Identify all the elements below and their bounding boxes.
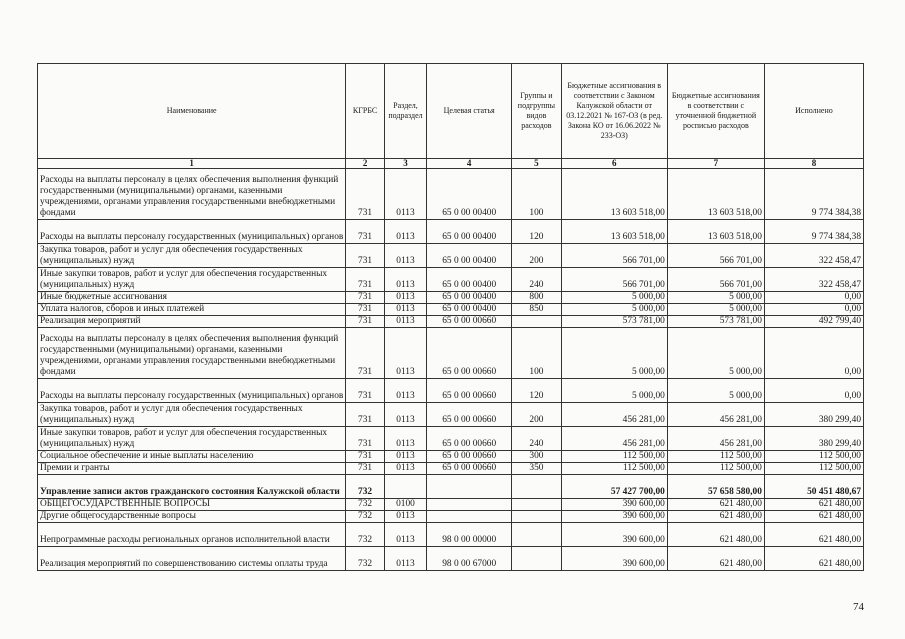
row-kgrbs: 731 [346, 169, 384, 220]
row-group: 120 [512, 379, 562, 403]
row-target: 65 0 00 00660 [427, 451, 512, 463]
header-done: Исполнено [764, 64, 863, 159]
row-kgrbs: 731 [346, 379, 384, 403]
row-target: 65 0 00 00400 [427, 244, 512, 268]
row-law-amount: 573 781,00 [561, 316, 667, 328]
row-name: Непрограммные расходы региональных органов исполнительной власти [38, 523, 346, 547]
table-row [38, 547, 864, 571]
table-header-row [38, 64, 864, 159]
row-law-amount: 390 600,00 [561, 511, 667, 523]
header-target: Целевая статья [427, 64, 512, 159]
row-section: 0113 [384, 328, 426, 379]
row-refined-amount: 13 603 518,00 [667, 169, 764, 220]
table-row [38, 328, 864, 379]
row-section: 0113 [384, 523, 426, 547]
table-body [38, 169, 864, 571]
row-group: 120 [512, 220, 562, 244]
table-row [38, 169, 864, 220]
row-name: Закупка товаров, работ и услуг для обеспечения государственных (муниципальных) нужд [38, 244, 346, 268]
row-refined-amount: 621 480,00 [667, 511, 764, 523]
row-law-amount: 390 600,00 [561, 523, 667, 547]
page-number: 74 [853, 601, 864, 613]
table-row [38, 475, 864, 499]
row-refined-amount: 456 281,00 [667, 427, 764, 451]
row-law-amount: 5 000,00 [561, 304, 667, 316]
row-target [427, 511, 512, 523]
row-name: Расходы на выплаты персоналу в целях обеспечения выполнения функций государственными (муниципальными) органами, казенными учреждениями, органами управления государственными внебюджетными фондами [38, 169, 346, 220]
row-done-amount: 380 299,40 [764, 403, 863, 427]
row-kgrbs: 731 [346, 451, 384, 463]
row-group: 200 [512, 244, 562, 268]
row-refined-amount: 13 603 518,00 [667, 220, 764, 244]
row-kgrbs: 731 [346, 304, 384, 316]
row-target: 65 0 00 00660 [427, 403, 512, 427]
column-number: 7 [667, 159, 764, 169]
row-target [427, 475, 512, 499]
row-done-amount: 0,00 [764, 304, 863, 316]
row-refined-amount: 112 500,00 [667, 451, 764, 463]
row-section: 0113 [384, 463, 426, 475]
row-group: 850 [512, 304, 562, 316]
column-number: 5 [512, 159, 562, 169]
row-group: 800 [512, 292, 562, 304]
row-section: 0113 [384, 268, 426, 292]
row-group: 200 [512, 403, 562, 427]
row-section: 0113 [384, 427, 426, 451]
table-row [38, 268, 864, 292]
row-done-amount: 621 480,00 [764, 499, 863, 511]
row-section: 0113 [384, 511, 426, 523]
row-section: 0113 [384, 292, 426, 304]
row-name: Иные бюджетные ассигнования [38, 292, 346, 304]
row-refined-amount: 456 281,00 [667, 403, 764, 427]
row-law-amount: 390 600,00 [561, 499, 667, 511]
row-name: Уплата налогов, сборов и иных платежей [38, 304, 346, 316]
row-section: 0113 [384, 244, 426, 268]
row-name: Закупка товаров, работ и услуг для обеспечения государственных (муниципальных) нужд [38, 403, 346, 427]
row-kgrbs: 731 [346, 463, 384, 475]
header-name: Наименование [38, 64, 346, 159]
row-target: 65 0 00 00400 [427, 268, 512, 292]
table-row [38, 427, 864, 451]
table-row [38, 244, 864, 268]
row-name: Другие общегосударственные вопросы [38, 511, 346, 523]
row-law-amount: 13 603 518,00 [561, 169, 667, 220]
row-kgrbs: 731 [346, 328, 384, 379]
row-done-amount: 0,00 [764, 328, 863, 379]
row-refined-amount: 5 000,00 [667, 328, 764, 379]
row-target: 65 0 00 00660 [427, 316, 512, 328]
row-refined-amount: 5 000,00 [667, 304, 764, 316]
budget-table [37, 63, 864, 571]
row-done-amount: 0,00 [764, 379, 863, 403]
row-law-amount: 456 281,00 [561, 403, 667, 427]
row-refined-amount: 566 701,00 [667, 244, 764, 268]
row-done-amount: 322 458,47 [764, 244, 863, 268]
column-number: 1 [38, 159, 346, 169]
row-done-amount: 9 774 384,38 [764, 169, 863, 220]
row-name: Расходы на выплаты персоналу в целях обеспечения выполнения функций государственными (муниципальными) органами, казенными учреждениями, органами управления государственными внебюджетными фондами [38, 328, 346, 379]
row-refined-amount: 573 781,00 [667, 316, 764, 328]
row-target: 98 0 00 00000 [427, 523, 512, 547]
row-kgrbs: 731 [346, 316, 384, 328]
row-section: 0100 [384, 499, 426, 511]
row-target: 65 0 00 00400 [427, 304, 512, 316]
row-section: 0113 [384, 220, 426, 244]
row-law-amount: 566 701,00 [561, 244, 667, 268]
row-refined-amount: 5 000,00 [667, 379, 764, 403]
row-refined-amount: 112 500,00 [667, 463, 764, 475]
table-row [38, 403, 864, 427]
row-law-amount: 112 500,00 [561, 451, 667, 463]
column-number: 3 [384, 159, 426, 169]
row-law-amount: 5 000,00 [561, 379, 667, 403]
row-kgrbs: 732 [346, 523, 384, 547]
row-target: 65 0 00 00660 [427, 427, 512, 451]
column-number: 2 [346, 159, 384, 169]
header-groups: Группы и подгруппы видов расходов [512, 64, 562, 159]
row-group: 240 [512, 427, 562, 451]
row-target: 65 0 00 00660 [427, 463, 512, 475]
row-law-amount: 57 427 700,00 [561, 475, 667, 499]
row-law-amount: 456 281,00 [561, 427, 667, 451]
row-target: 65 0 00 00400 [427, 292, 512, 304]
row-done-amount: 112 500,00 [764, 463, 863, 475]
row-group [512, 511, 562, 523]
table-row [38, 511, 864, 523]
row-group: 240 [512, 268, 562, 292]
row-done-amount: 492 799,40 [764, 316, 863, 328]
column-number: 6 [561, 159, 667, 169]
row-kgrbs: 731 [346, 403, 384, 427]
table-row [38, 499, 864, 511]
row-law-amount: 5 000,00 [561, 328, 667, 379]
row-law-amount: 566 701,00 [561, 268, 667, 292]
row-refined-amount: 57 658 580,00 [667, 475, 764, 499]
row-name: ОБЩЕГОСУДАРСТВЕННЫЕ ВОПРОСЫ [38, 499, 346, 511]
row-done-amount: 50 451 480,67 [764, 475, 863, 499]
table-row [38, 304, 864, 316]
row-refined-amount: 621 480,00 [667, 499, 764, 511]
row-target: 65 0 00 00660 [427, 379, 512, 403]
row-done-amount: 0,00 [764, 292, 863, 304]
row-name: Премии и гранты [38, 463, 346, 475]
row-law-amount: 112 500,00 [561, 463, 667, 475]
row-target [427, 499, 512, 511]
row-section: 0113 [384, 403, 426, 427]
row-section: 0113 [384, 547, 426, 571]
row-done-amount: 322 458,47 [764, 268, 863, 292]
row-refined-amount: 5 000,00 [667, 292, 764, 304]
row-kgrbs: 731 [346, 268, 384, 292]
row-done-amount: 380 299,40 [764, 427, 863, 451]
row-name: Реализация мероприятий по совершенствованию системы оплаты труда [38, 547, 346, 571]
row-target: 65 0 00 00660 [427, 328, 512, 379]
row-done-amount: 621 480,00 [764, 523, 863, 547]
row-done-amount: 621 480,00 [764, 547, 863, 571]
header-kgrbs: КГРБС [346, 64, 384, 159]
row-name: Иные закупки товаров, работ и услуг для обеспечения государственных (муниципальных) нужд [38, 268, 346, 292]
row-kgrbs: 732 [346, 499, 384, 511]
row-group: 300 [512, 451, 562, 463]
row-group: 100 [512, 328, 562, 379]
row-group: 100 [512, 169, 562, 220]
row-kgrbs: 731 [346, 427, 384, 451]
row-target: 98 0 00 67000 [427, 547, 512, 571]
table-row [38, 523, 864, 547]
table-row [38, 463, 864, 475]
row-section: 0113 [384, 304, 426, 316]
row-section: 0113 [384, 451, 426, 463]
row-law-amount: 5 000,00 [561, 292, 667, 304]
row-section: 0113 [384, 316, 426, 328]
row-section [384, 475, 426, 499]
row-refined-amount: 621 480,00 [667, 547, 764, 571]
row-name: Реализация мероприятий [38, 316, 346, 328]
row-name: Расходы на выплаты персоналу государственных (муниципальных) органов [38, 379, 346, 403]
row-law-amount: 390 600,00 [561, 547, 667, 571]
row-group [512, 499, 562, 511]
row-section: 0113 [384, 379, 426, 403]
row-name: Расходы на выплаты персоналу государственных (муниципальных) органов [38, 220, 346, 244]
row-done-amount: 9 774 384,38 [764, 220, 863, 244]
row-kgrbs: 731 [346, 292, 384, 304]
row-target: 65 0 00 00400 [427, 169, 512, 220]
header-section: Раздел, подраздел [384, 64, 426, 159]
row-refined-amount: 566 701,00 [667, 268, 764, 292]
column-number: 4 [427, 159, 512, 169]
row-kgrbs: 732 [346, 511, 384, 523]
row-name: Иные закупки товаров, работ и услуг для обеспечения государственных (муниципальных) нужд [38, 427, 346, 451]
row-name: Управление записи актов гражданского состояния Калужской области [38, 475, 346, 499]
row-done-amount: 112 500,00 [764, 451, 863, 463]
row-kgrbs: 732 [346, 475, 384, 499]
row-section: 0113 [384, 169, 426, 220]
table-row [38, 379, 864, 403]
row-kgrbs: 732 [346, 547, 384, 571]
header-refined: Бюджетные ассигнования в соответствии с уточненной бюджетной росписью расходов [667, 64, 764, 159]
row-done-amount: 621 480,00 [764, 511, 863, 523]
column-number: 8 [764, 159, 863, 169]
row-group [512, 316, 562, 328]
table-row [38, 292, 864, 304]
row-kgrbs: 731 [346, 244, 384, 268]
table-row [38, 316, 864, 328]
row-group [512, 547, 562, 571]
table-row [38, 220, 864, 244]
row-target: 65 0 00 00400 [427, 220, 512, 244]
table-row [38, 451, 864, 463]
row-group: 350 [512, 463, 562, 475]
header-law: Бюджетные ассигнования в соответствии с Законом Калужской области от 03.12.2021 № 167-ОЗ (в ред. Закона КО от 16.06.2022 № 233-ОЗ) [561, 64, 667, 159]
row-group [512, 523, 562, 547]
row-kgrbs: 731 [346, 220, 384, 244]
row-refined-amount: 621 480,00 [667, 523, 764, 547]
row-name: Социальное обеспечение и иные выплаты населению [38, 451, 346, 463]
column-number-row [38, 159, 864, 169]
row-law-amount: 13 603 518,00 [561, 220, 667, 244]
row-group [512, 475, 562, 499]
